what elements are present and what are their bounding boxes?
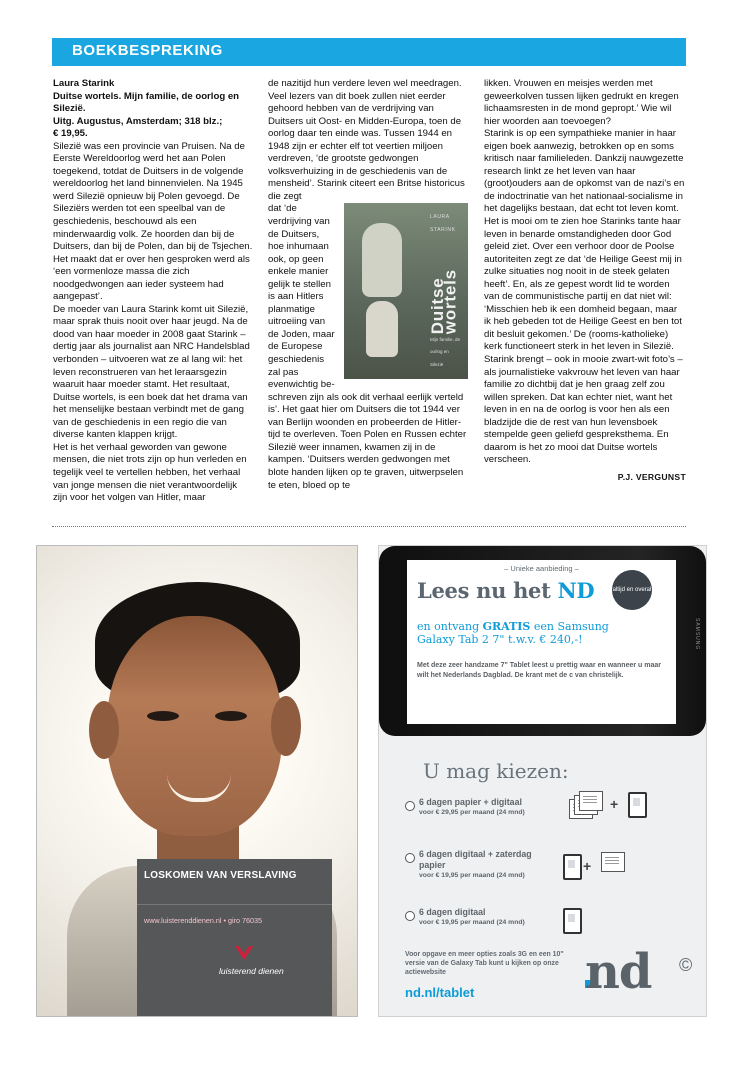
portrait-eye-left: [147, 711, 179, 721]
offer-text: [417, 620, 657, 646]
tablet-device: [379, 546, 706, 736]
ad-left-title: LOSKOMEN VAN VERSLAVING: [144, 870, 297, 881]
offer-headline-prefix: Lees nu het: [417, 578, 558, 603]
footer-url[interactable]: nd.nl/tablet: [405, 985, 475, 1000]
offer-line1-rest: een Samsung: [530, 620, 609, 633]
option-radio-2[interactable]: [405, 853, 415, 863]
ad-left-logo-text: luisterend dienen: [219, 966, 284, 976]
footer-note: Voor opgave en meer opties zoals 3G en een 10" versie van de Galaxy Tab kunt u kijken op onze actiewebsite: [405, 951, 564, 976]
portrait-eye-right: [215, 711, 247, 721]
tablet-description: Met deze zeer handzame 7" Tablet leest u prettig waar en wanneer u maar wilt het Nederlands Dagblad. De krant met de c van christelijk.: [417, 662, 661, 679]
nd-logo: nd: [585, 944, 652, 1000]
cover-photo-woman: [362, 223, 402, 297]
paper-icon: [601, 852, 625, 872]
book-price: € 19,95.: [53, 128, 88, 140]
option-radio-3[interactable]: [405, 911, 415, 921]
tablet-icon: [563, 854, 582, 880]
article-paragraph: Het is het verhaal geworden van gewone mensen, die niet trots zijn op hun verleden en tegelijk veel te vertellen hebben, het verhaal van jonge mensen die niet verantwoordelijk zijn voor het volgen van Hitler, maar: [53, 441, 247, 504]
portrait-ear-left: [89, 701, 119, 759]
offer-gratis: GRATIS: [482, 620, 531, 633]
option-2[interactable]: [419, 849, 539, 880]
option-1-price: voor € 29,95 per maand (24 mnd): [419, 809, 525, 816]
cover-photo-child: [366, 301, 398, 357]
portrait-face: [107, 616, 282, 836]
tablet-icon: [563, 908, 582, 934]
offer-line1: en ontvang: [417, 620, 483, 633]
section-header: [52, 38, 686, 66]
article-paragraph: Starink brengt – ook in mooie zwart-wit foto’s – als journalistieke vakvrouw het leven van haar familie zo dichtbij dat je hen graag zelf zou willen spreken. Dat kan echter niet, want het leven in en na de oorlog is voor hen als een bladzijde die de rest van hun levensboek stempelde geen geliefd gespreksthema. En daarom is het zo mooi dat Duitse wortels verscheen.: [484, 354, 683, 466]
offer-headline-nd: ND: [557, 578, 595, 603]
article-signature: P.J. VERGUNST: [617, 471, 686, 482]
plus-icon: +: [583, 858, 592, 874]
luisterend-dienen-logo-icon: [233, 942, 255, 964]
article-column-2: [268, 78, 468, 492]
option-3-title: 6 dagen digitaal: [419, 907, 486, 917]
article-paragraph: Het is mooi om te zien hoe Starinks tante haar leven in benarde omstandigheden door God geleid ziet. Over een verhoor door de Poolse autoriteiten zegt ze dat ‘de Heilige Geest mij in zulke situaties nog nooit in de steek gelaten heeft’. En, als ze gepest wordt lid te worden van de communistische partij en dat niet wil: ‘Misschien heb ik een domheid begaan, maar ik heb gebeden tot de Heilige Geest en ben tot dit besluit gekomen.’ De (rooms-katholieke) kerk functioneert sterk in het leven in Silezië.: [484, 216, 682, 353]
ad-right[interactable]: [378, 545, 707, 1017]
article-paragraph: de nazitijd hun verdere leven wel meedragen.: [268, 78, 462, 89]
article-paragraph-narrow: dat ‘de verdrijving van de Duitsers, hoe inhumaan ook, op geen enkele manier gelijk te stellen is aan Hitlers planmatige uitroeiing van de Joden, maar de Europese geschiedenis zal pas evenwichtig be-: [268, 203, 335, 391]
tablet-brand: SAMSUNG: [694, 618, 700, 651]
option-1[interactable]: [419, 797, 539, 817]
article-column-3: [484, 78, 686, 484]
dotted-divider: [52, 526, 686, 527]
paper-icon: [579, 791, 603, 811]
offer-headline: [417, 578, 594, 603]
portrait-ear-right: [271, 696, 301, 756]
option-radio-1[interactable]: [405, 801, 415, 811]
option-2-title: 6 dagen digitaal + zaterdag papier: [419, 849, 532, 870]
book-cover-label: [430, 211, 460, 371]
book-cover-title: Duitse wortels: [428, 268, 460, 334]
article-paragraph: schreven zijn als ook dit verhaal eerlijk verteld is’. Het gaat hier om Duitsers die tot 1944 ver van Berlijn woonden en probeerden de Hitler-tijd te overleven. Toen Polen en Russen echter Silezië weer innamen, kwamen zij in de kampen. ‘Duitsers werden gedwongen met blote handen lijken op te graven, uitwerpselen te eten, bloed op te: [268, 391, 467, 491]
copyright-symbol: ©: [679, 955, 693, 975]
ad-left-url[interactable]: www.luisterenddienen.nl • giro 76035: [144, 916, 262, 925]
ad-left[interactable]: [36, 545, 358, 1017]
book-cover-subtitle: Mijn familie, de oorlog en Silezië: [430, 336, 461, 367]
choose-heading: U mag kiezen:: [423, 759, 569, 783]
article-column-1: [53, 78, 253, 505]
section-title: BOEKBESPREKING: [72, 42, 223, 59]
book-cover-author: LAURA STARINK: [430, 214, 456, 234]
book-cover-image: [344, 203, 468, 379]
tablet-screen: [407, 560, 676, 724]
plus-icon: +: [610, 796, 619, 812]
option-3-price: voor € 19,95 per maand (24 mnd): [419, 919, 525, 926]
article-paragraph: De moeder van Laura Starink komt uit Silezië, maar sprak thuis nooit over haar jeugd. Na de dood van haar moeder in 2008 gaat Starink – dertig jaar als journalist aan NRC Handelsblad verbonden – uitvoeren wat ze al lang wil: het leven reconstrueren van het leraarsgezin waaruit haar moeder stamt. Het resultaat, Duitse wortels, is een boek dat het drama van het menselijke bestaan verbindt met de gang van de geschiedenis in een regio die van diverse kanten klappen krijgt.: [53, 303, 250, 441]
option-2-price: voor € 19,95 per maand (24 mnd): [419, 872, 525, 879]
article-paragraph: Starink is op een sympathieke manier in haar eigen boek aanwezig, betrokken op en soms kritisch naar familieleden. Dankzij nauwgezette research linkt ze het leven van haar (groot)ouders aan de opkomst van de nazi’s en de indoctrinatie van het nationaal-socialisme in het dagelijks bestaan, dat echt tot leven komt.: [484, 128, 685, 215]
article-paragraph: Veel lezers van dit boek zullen niet eerder gehoord hebben van de verdrijving van Duitsers uit Oost- en Midden-Europa, toen de oorlog daar ten einde was. Tussen 1944 en 1948 zijn er echter elf tot veertien miljoen verdreven, ‘de grootste gedwongen volksverhuizing in de geschiedenis van de mensheid’. Starink citeert een Britse historicus die zegt: [268, 90, 465, 202]
tablet-icon: [628, 792, 647, 818]
option-3[interactable]: [419, 907, 539, 927]
book-author: Laura Starink: [53, 78, 115, 89]
offer-line2: Galaxy Tab 2 7" t.w.v. € 240,-!: [417, 633, 583, 646]
article-paragraph: likken. Vrouwen en meisjes werden met geweerkolven tussen lijken gedrukt en kregen lichaamsresten in de mond gepropt.’ Wie wil hier woorden aan toevoegen?: [484, 78, 679, 127]
ad-left-separator: [137, 904, 332, 905]
ad-left-text-box: [137, 859, 332, 1016]
offer-badge: altijd en overal: [612, 570, 652, 610]
option-1-title: 6 dagen papier + digitaal: [419, 797, 522, 807]
article-paragraph: Silezië was een provincie van Pruisen. Na de Eerste Wereldoorlog werd het aan Polen toegekend, totdat de Duitsers in de volgende wereldoorlog het land binnenvielen. Na 1945 werd Silezië opnieuw bij Polen gevoegd. De Sileziërs werden tot een speelbal van de geschiedenis, beschouwd als een minderwaardig volk. Ze hoorden dan bij de Duitsers, dan bij de Polen, dan bij de Tsjechen. Het maakt dat er over hen gesproken werd als ‘een vormenloze massa die zich noodgedwongen aan ieder systeem had aangepast’.: [53, 140, 253, 303]
book-title: Duitse wortels. Mijn familie, de oorlog en Silezië.: [53, 90, 240, 115]
text-image-wrap: [268, 203, 468, 391]
book-publisher: Uitg. Augustus, Amsterdam; 318 blz.;: [53, 115, 223, 127]
offer-label: – Unieke aanbieding –: [504, 564, 579, 573]
